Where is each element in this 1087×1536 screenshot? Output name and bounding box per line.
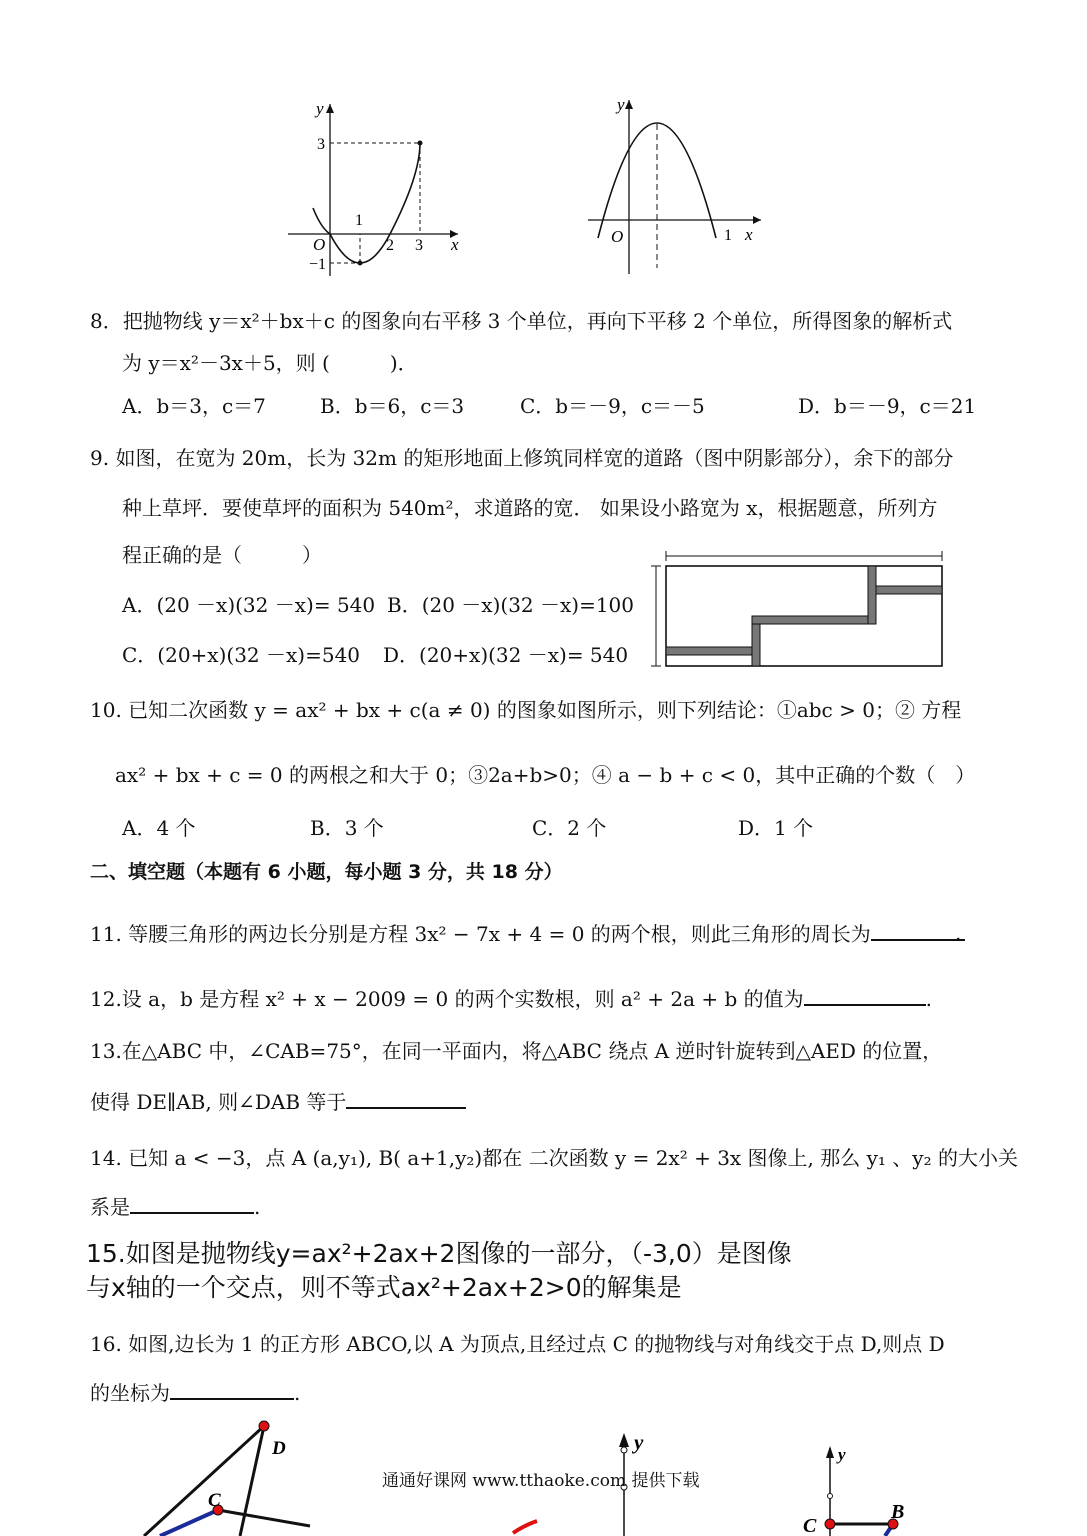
q16-answer-blank[interactable] <box>170 1378 294 1400</box>
q9-option-d: D．(20+x)(32 －x)= 540 <box>383 643 629 667</box>
q8-line2: 为 y＝x²－3x＋5，则 ( )． <box>122 351 418 375</box>
q9-line3: 程正确的是（ ） <box>122 543 322 567</box>
q16-period: . <box>294 1381 301 1405</box>
q15-line1: 15.如图是抛物线y=ax²+2ax+2图像的一部分，（-3,0）是图像 <box>86 1239 792 1268</box>
figure-square-abco <box>795 1440 905 1536</box>
section2-heading: 二、填空题（本题有 6 小题，每小题 3 分，共 18 分） <box>90 861 563 883</box>
graph1-tick-neg1: −1 <box>309 256 327 273</box>
footer-source: 通通好课网 www.tthaoke.com 提供下载 <box>382 1471 700 1491</box>
graph2-y-label: y <box>617 96 625 114</box>
q11-text <box>90 919 965 947</box>
graph1-tick-3x: 3 <box>415 237 423 254</box>
q14-answer-blank[interactable] <box>130 1192 254 1214</box>
graph1-y-label: y <box>316 99 324 118</box>
graph2-x-label: x <box>745 225 753 244</box>
graph1-tick-2: 2 <box>386 237 394 254</box>
q10-option-d: D．1 个 <box>738 816 814 840</box>
graph-parabola-upward <box>283 98 463 283</box>
point-d-label: D <box>272 1438 286 1459</box>
q8-option-c: C．b＝－9，c＝－5 <box>520 394 705 418</box>
q8-line1: 8．把抛物线 y＝x²＋bx＋c 的图象向右平移 3 个单位，再向下平移 2 个单位，所得图象的解析式 <box>90 309 953 333</box>
point-c-label: C <box>208 1490 221 1511</box>
axis-y-label: y <box>634 1430 644 1454</box>
q9-option-a: A．(20 －x)(32 －x)= 540 <box>122 593 376 617</box>
graph2-tick-1: 1 <box>724 227 732 244</box>
q10-option-a: A．4 个 <box>122 816 196 840</box>
q15-line2: 与x轴的一个交点，则不等式ax²+2ax+2>0的解集是 <box>86 1273 682 1302</box>
q14-line1: 14. 已知 a < −3，点 A (a,y₁), B( a+1,y₂)都在 二次函数 y = 2x² + 3x 图像上, 那么 y₁ 、y₂ 的大小关 <box>90 1146 1018 1170</box>
q11-period: . <box>955 921 962 945</box>
q10-line1: 10. 已知二次函数 y = ax² + bx + c(a ≠ 0) 的图象如图所示，则下列结论：①abc > 0；② 方程 <box>90 698 962 722</box>
q13-body: 使得 DE∥AB, 则∠DAB 等于 <box>90 1090 347 1114</box>
graph1-tick-1: 1 <box>355 212 363 229</box>
q10-line2: ax² + bx + c = 0 的两根之和大于 0；③2a+b>0；④ a − b + c < 0，其中正确的个数（ ） <box>115 763 976 787</box>
q13-line1: 13.在△ABC 中，∠CAB=75°，在同一平面内，将△ABC 绕点 A 逆时针旋转到△AED 的位置， <box>90 1039 943 1063</box>
q8-option-d: D．b＝－9，c＝21 <box>798 394 977 418</box>
q14-body: 系是 <box>90 1195 130 1219</box>
q16-line2 <box>90 1378 300 1406</box>
q14-line2 <box>90 1192 260 1220</box>
q9-line2: 种上草坪．要使草坪的面积为 540m²，求道路的宽． 如果设小路宽为 x，根据题意，所列方 <box>122 496 938 520</box>
q12-answer-blank[interactable] <box>804 984 926 1006</box>
graph1-origin: O <box>313 235 326 254</box>
graph2-origin: O <box>611 227 624 246</box>
q11-body: 11. 等腰三角形的两边长分别是方程 3x² − 7x + 4 = 0 的两个根，则此三角形的周长为 <box>90 922 871 946</box>
square-point-b: B <box>891 1501 905 1523</box>
q14-period: . <box>254 1195 261 1219</box>
q8-option-a: A．b＝3，c＝7 <box>122 394 266 418</box>
q12-text <box>90 984 932 1012</box>
road-rectangle-figure <box>642 550 947 672</box>
q13-line2 <box>90 1087 466 1115</box>
q9-line1: 9. 如图，在宽为 20m，长为 32m 的矩形地面上修筑同样宽的道路（图中阴影部分），余下的部分 <box>90 446 954 470</box>
q10-option-b: B．3 个 <box>310 816 384 840</box>
graph1-x-label: x <box>451 235 459 254</box>
q9-option-c: C．(20+x)(32 －x)=540 <box>122 643 361 667</box>
q12-body: 12.设 a，b 是方程 x² + x − 2009 = 0 的两个实数根，则 a² + 2a + b 的值为 <box>90 987 804 1011</box>
q8-option-b: B．b＝6，c＝3 <box>320 394 465 418</box>
q10-option-c: C．2 个 <box>532 816 607 840</box>
q16-line1: 16. 如图,边长为 1 的正方形 ABCO,以 A 为顶点,且经过点 C 的抛物线与对角线交于点 D,则点 D <box>90 1332 945 1356</box>
q16-body: 的坐标为 <box>90 1381 170 1405</box>
q11-answer-blank[interactable] <box>871 919 965 941</box>
figure-triangle-rotation <box>130 1418 320 1536</box>
q12-period: . <box>925 987 932 1011</box>
square-y-label: y <box>838 1445 846 1464</box>
graph1-tick-3y: 3 <box>317 136 325 153</box>
graph-parabola-downward <box>585 96 765 278</box>
square-point-c: C <box>803 1515 817 1536</box>
q9-option-b: B．(20 －x)(32 －x)=100 <box>387 593 635 617</box>
q13-answer-blank[interactable] <box>346 1087 466 1109</box>
